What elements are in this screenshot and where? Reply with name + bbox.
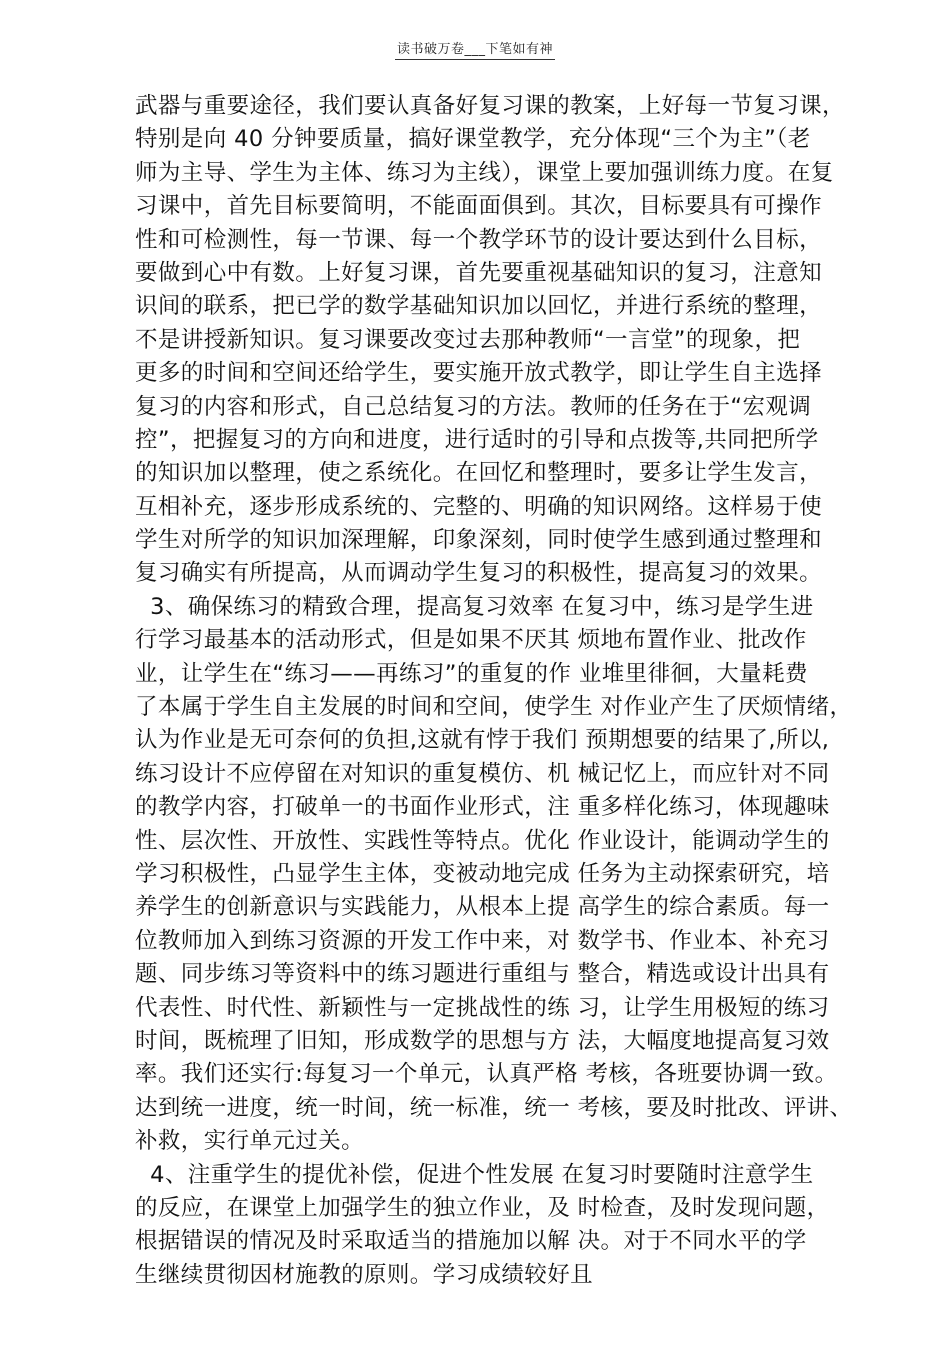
text-line: 认为作业是无可奈何的负担,这就有悖于我们 预期想要的结果了,所以,: [135, 727, 830, 754]
text-line: 代表性、时代性、新颖性与一定挑战性的练 习，让学生用极短的练习: [135, 994, 830, 1021]
text-line: 率。我们还实行:每复习一个单元，认真严格 考核，各班要协调一致。: [135, 1061, 838, 1088]
text-line: 性、层次性、开放性、实践性等特点。优化 作业设计，能调动学生的: [135, 827, 830, 854]
section-heading-line: 3、确保练习的精致合理，提高复习效率 在复习中，练习是学生进: [135, 593, 814, 620]
text-line: 特别是向 40 分钟要质量，搞好课堂教学，充分体现“三个为主”（老: [135, 126, 811, 153]
text-line: 业，让学生在“练习——再练习”的重复的作 业堆里徘徊，大量耗费: [135, 660, 808, 687]
text-line: 复习确实有所提高，从而调动学生复习的积极性，提高复习的效果。: [135, 560, 823, 587]
text-line: 了本属于学生自主发展的时间和空间，使学生 对作业产生了厌烦情绪，: [135, 694, 853, 721]
text-line: 互相补充，逐步形成系统的、完整的、明确的知识网络。这样易于使: [135, 493, 823, 520]
text-line: 行学习最基本的活动形式，但是如果不厌其 烦地布置作业、批改作: [135, 627, 807, 654]
text-line: 师为主导、学生为主体、练习为主线），课堂上要加强训练力度。在复: [135, 159, 834, 186]
text-line: 控”，把握复习的方向和进度，进行适时的引导和点拨等,共同把所学: [135, 426, 819, 453]
text-line: 补救，实行单元过关。: [135, 1128, 365, 1155]
text-line: 学生对所学的知识加深理解，印象深刻，同时使学生感到通过整理和: [135, 527, 823, 554]
section-heading-line: 4、注重学生的提优补偿，促进个性发展 在复习时要随时注意学生: [135, 1161, 814, 1188]
text-line: 的反应，在课堂上加强学生的独立作业，及 时检查，及时发现问题，: [135, 1194, 830, 1221]
text-line: 习课中，首先目标要简明，不能面面俱到。其次，目标要具有可操作: [135, 193, 823, 220]
text-line: 的教学内容，打破单一的书面作业形式，注 重多样化练习，体现趣味: [135, 794, 830, 821]
text-line: 更多的时间和空间还给学生，要实施开放式教学，即让学生自主选择: [135, 360, 823, 387]
text-line: 识间的联系，把已学的数学基础知识加以回忆，并进行系统的整理，: [135, 293, 823, 320]
text-line: 的知识加以整理，使之系统化。在回忆和整理时，要多让学生发言，: [135, 460, 823, 487]
text-line: 位教师加入到练习资源的开发工作中来，对 数学书、作业本、补充习: [135, 927, 830, 954]
text-line: 复习的内容和形式，自己总结复习的方法。教师的任务在于“宏观调: [135, 393, 812, 420]
header-motto: 读书破万卷___下笔如有神: [395, 38, 555, 60]
text-line: 不是讲授新知识。复习课要改变过去那种教师“一言堂”的现象，把: [135, 326, 801, 353]
text-line: 题、同步练习等资料中的练习题进行重组与 整合，精选或设计出具有: [135, 961, 830, 988]
text-line: 学习积极性，凸显学生主体，变被动地完成 任务为主动探索研究，培: [135, 860, 830, 887]
page-header: [0, 38, 950, 60]
text-line: 时间，既梳理了旧知，形成数学的思想与方 法，大幅度地提高复习效: [135, 1027, 830, 1054]
body-text: [135, 90, 895, 1292]
text-line: 要做到心中有数。上好复习课，首先要重视基础知识的复习，注意知: [135, 259, 823, 286]
text-line: 练习设计不应停留在对知识的重复模仿、机 械记忆上，而应针对不同: [135, 760, 830, 787]
text-line: 武器与重要途径，我们要认真备好复习课的教案，上好每一节复习课，: [135, 93, 845, 119]
text-line: 根据错误的情况及时采取适当的措施加以解 决。对于不同水平的学: [135, 1228, 807, 1255]
text-line: 性和可检测性，每一节课、每一个教学环节的设计要达到什么目标，: [135, 226, 823, 253]
text-line: 养学生的创新意识与实践能力，从根本上提 高学生的综合素质。每一: [135, 894, 830, 921]
text-line: 达到统一进度，统一时间，统一标准，统一 考核，要及时批改、评讲、: [135, 1094, 853, 1121]
text-line: 生继续贯彻因材施教的原则。学习成绩较好且: [135, 1261, 594, 1288]
